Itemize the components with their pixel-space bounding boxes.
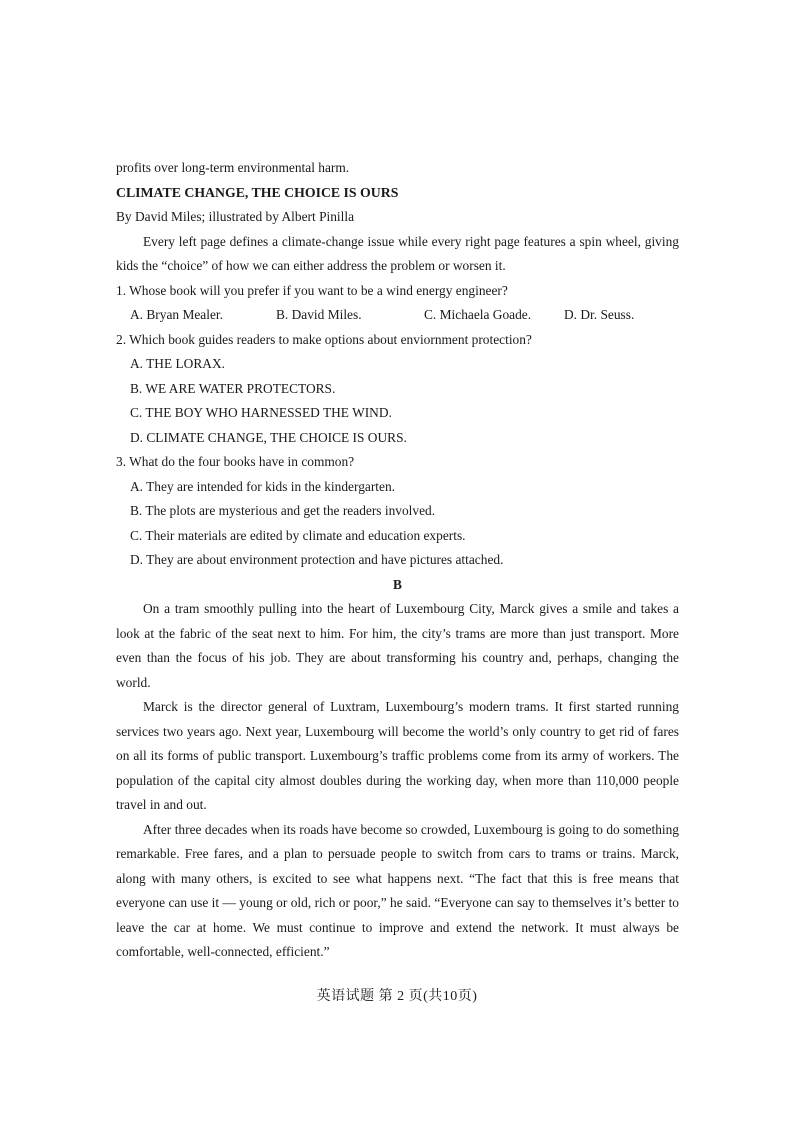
intro-tail-text: profits over long-term environmental harm.	[116, 160, 350, 175]
book-description: Every left page defines a climate-change issue while every right page features a spin wheel, giving kids the “choice” of how we can either address the problem or worsen it.	[116, 233, 679, 273]
passage-paragraph: On a tram smoothly pulling into the heart of Luxembourg City, Marck gives a smile and takes a look at the fabric of the seat next to him. For him, the city’s trams are more than just transport. More even than the focus of his job. They are about transforming his country and, perhaps, changing the world.	[116, 601, 679, 690]
book-title: CLIMATE CHANGE, THE CHOICE IS OURS	[116, 184, 399, 200]
question-stem: 2. Which book guides readers to make options about enviornment protection?	[116, 331, 532, 347]
option-d: D. Dr. Seuss.	[564, 307, 635, 322]
passage-paragraph: Marck is the director general of Luxtram, Luxembourg’s modern trams. It first started running services two years ago. Next year, Luxembourg will become the world’s only country to get rid of fares on all its forms of public transport. Luxembourg’s traffic problems come from its army of workers. The population of the capital city almost doubles during the working day, when more than 110,000 people travel in and out.	[116, 699, 679, 812]
page-content	[116, 156, 679, 965]
option-d: D. CLIMATE CHANGE, THE CHOICE IS OURS.	[130, 429, 407, 445]
passage-paragraph: After three decades when its roads have become so crowded, Luxembourg is going to do something remarkable. Free fares, and a plan to persuade people to switch from cars to trams or trains. Marck, along with many others, is excited to see what happens next. “The fact that this is free means that everyone can use it — young or old, rich or poor,” he said. “Everyone can say to themselves it’s better to leave the car at home. We must continue to improve and extend the network. It must always be comfortable, well-connected, efficient.”	[116, 821, 679, 959]
option-a: A. THE LORAX.	[130, 356, 225, 371]
book-byline: By David Miles; illustrated by Albert Pinilla	[116, 209, 355, 224]
question-stem: 3. What do the four books have in common?	[116, 454, 355, 469]
option-c: C. THE BOY WHO HARNESSED THE WIND.	[130, 405, 392, 420]
question-stem: 1. Whose book will you prefer if you want to be a wind energy engineer?	[116, 282, 508, 298]
option-a: A. They are intended for kids in the kindergarten.	[130, 478, 396, 494]
question-options-row	[116, 303, 679, 328]
option-c: C. Their materials are edited by climate and education experts.	[130, 527, 466, 543]
option-b: B. David Miles.	[276, 307, 362, 322]
section-heading: B	[393, 576, 402, 592]
option-a: A. Bryan Mealer.	[130, 307, 223, 322]
option-b: B. WE ARE WATER PROTECTORS.	[130, 380, 336, 396]
page-footer: 英语试题 第 2 页(共10页)	[316, 989, 478, 1004]
option-d: D. They are about environment protection and have pictures attached.	[130, 552, 504, 567]
option-c: C. Michaela Goade.	[424, 307, 532, 322]
option-b: B. The plots are mysterious and get the readers involved.	[130, 503, 436, 518]
